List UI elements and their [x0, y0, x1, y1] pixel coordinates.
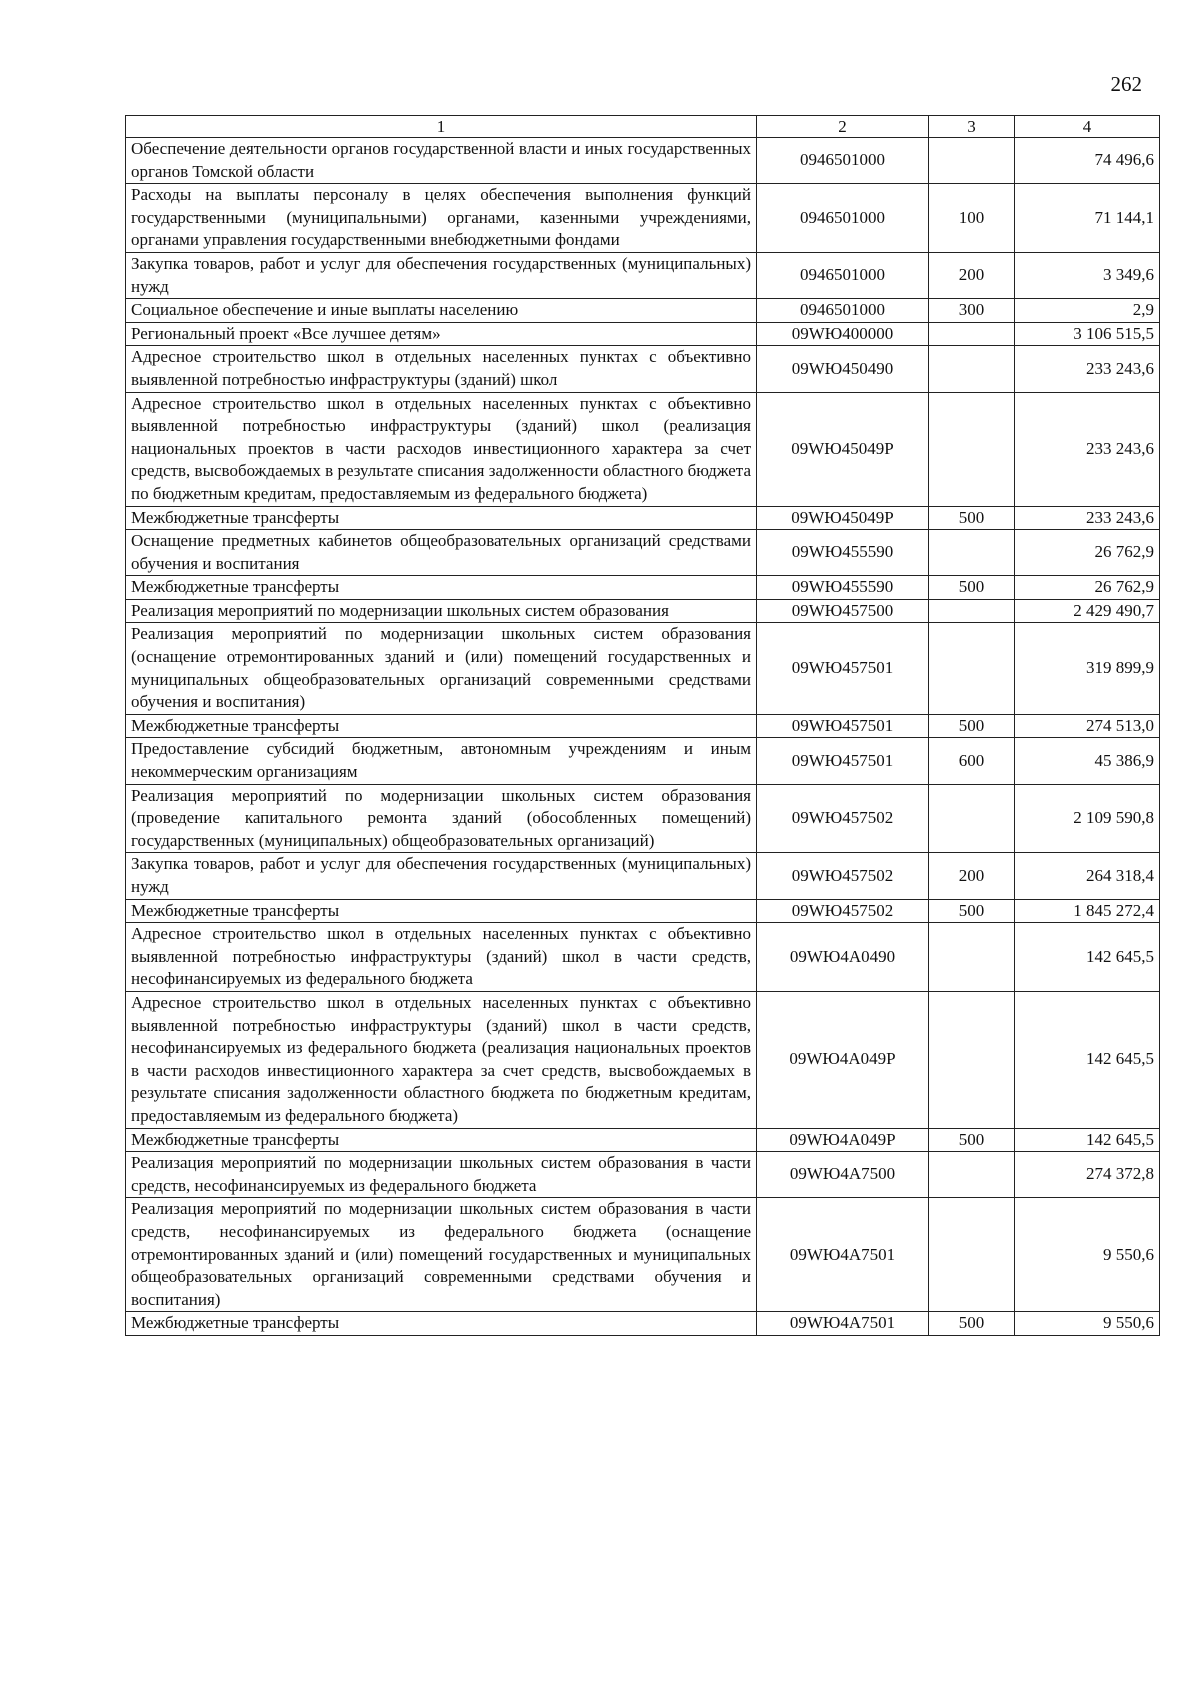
row-name-cell: Обеспечение деятельности органов государственной власти и иных государственных органов Томской области [126, 138, 757, 184]
row-name-cell: Реализация мероприятий по модернизации школьных систем образования [126, 599, 757, 623]
table-row [126, 1128, 1160, 1152]
table-row [126, 346, 1160, 392]
row-amount-cell: 26 762,9 [1015, 530, 1160, 576]
row-amount-cell: 142 645,5 [1015, 923, 1160, 992]
row-name-cell: Межбюджетные трансферты [126, 1128, 757, 1152]
row-expense-type-cell: 600 [929, 738, 1015, 784]
row-amount-cell: 2,9 [1015, 299, 1160, 323]
table-row [126, 1198, 1160, 1312]
row-code-cell: 09WЮ457502 [757, 899, 929, 923]
row-expense-type-cell: 300 [929, 299, 1015, 323]
row-name-cell: Расходы на выплаты персоналу в целях обеспечения выполнения функций государственными (муниципальными) органами, казенными учреждениями, органами управления государственными внебюджетными фондами [126, 184, 757, 253]
row-code-cell: 0946501000 [757, 138, 929, 184]
row-name-cell: Межбюджетные трансферты [126, 576, 757, 600]
row-expense-type-cell [929, 623, 1015, 714]
row-name-cell: Реализация мероприятий по модернизации школьных систем образования (оснащение отремонтированных зданий и (или) помещений государственных и муниципальных общеобразовательных организаций современными средствами обучения и воспитания) [126, 623, 757, 714]
column-header-amount: 4 [1015, 116, 1160, 138]
row-expense-type-cell: 500 [929, 899, 1015, 923]
row-name-cell: Адресное строительство школ в отдельных населенных пунктах с объективно выявленной потребностью инфраструктуры (зданий) школ [126, 346, 757, 392]
row-code-cell: 09WЮ4A7501 [757, 1198, 929, 1312]
row-amount-cell: 3 106 515,5 [1015, 322, 1160, 346]
row-name-cell: Предоставление субсидий бюджетным, автономным учреждениям и иным некоммерческим организациям [126, 738, 757, 784]
row-expense-type-cell: 500 [929, 714, 1015, 738]
column-header-expense-type: 3 [929, 116, 1015, 138]
row-amount-cell: 45 386,9 [1015, 738, 1160, 784]
row-name-cell: Межбюджетные трансферты [126, 899, 757, 923]
row-name-cell: Межбюджетные трансферты [126, 714, 757, 738]
row-amount-cell: 26 762,9 [1015, 576, 1160, 600]
row-expense-type-cell [929, 923, 1015, 992]
row-expense-type-cell [929, 1152, 1015, 1198]
table-row [126, 1152, 1160, 1198]
row-name-cell: Закупка товаров, работ и услуг для обеспечения государственных (муниципальных) нужд [126, 853, 757, 899]
row-code-cell: 09WЮ45049P [757, 506, 929, 530]
row-expense-type-cell [929, 322, 1015, 346]
row-expense-type-cell: 100 [929, 184, 1015, 253]
table-row [126, 853, 1160, 899]
row-amount-cell: 264 318,4 [1015, 853, 1160, 899]
row-amount-cell: 319 899,9 [1015, 623, 1160, 714]
row-name-cell: Закупка товаров, работ и услуг для обеспечения государственных (муниципальных) нужд [126, 252, 757, 298]
row-amount-cell: 9 550,6 [1015, 1198, 1160, 1312]
row-name-cell: Адресное строительство школ в отдельных населенных пунктах с объективно выявленной потребностью инфраструктуры (зданий) школ в части средств, несофинансируемых из федерального бюджета (реализация национальных проектов в части расходов инвестиционного характера за счет средств, высвобождаемых в результате списания задолженности областного бюджета по бюджетным кредитам, предоставляемым из федерального бюджета) [126, 991, 757, 1128]
row-code-cell: 09WЮ4A7501 [757, 1312, 929, 1336]
row-code-cell: 09WЮ450490 [757, 346, 929, 392]
table-row [126, 991, 1160, 1128]
table-row [126, 530, 1160, 576]
row-expense-type-cell: 200 [929, 252, 1015, 298]
table-row [126, 738, 1160, 784]
row-amount-cell: 3 349,6 [1015, 252, 1160, 298]
row-name-cell: Региональный проект «Все лучшее детям» [126, 322, 757, 346]
table-row [126, 322, 1160, 346]
column-header-name: 1 [126, 116, 757, 138]
row-expense-type-cell [929, 991, 1015, 1128]
row-amount-cell: 74 496,6 [1015, 138, 1160, 184]
row-amount-cell: 274 372,8 [1015, 1152, 1160, 1198]
row-name-cell: Реализация мероприятий по модернизации школьных систем образования (проведение капитального ремонта зданий (обособленных помещений) государственных (муниципальных) общеобразовательных организаций) [126, 784, 757, 853]
row-code-cell: 09WЮ457502 [757, 853, 929, 899]
row-expense-type-cell [929, 138, 1015, 184]
row-expense-type-cell [929, 530, 1015, 576]
row-name-cell: Оснащение предметных кабинетов общеобразовательных организаций средствами обучения и воспитания [126, 530, 757, 576]
row-expense-type-cell [929, 784, 1015, 853]
table-row [126, 623, 1160, 714]
row-amount-cell: 233 243,6 [1015, 346, 1160, 392]
row-amount-cell: 142 645,5 [1015, 1128, 1160, 1152]
row-code-cell: 09WЮ4A7500 [757, 1152, 929, 1198]
row-code-cell: 09WЮ457501 [757, 623, 929, 714]
row-expense-type-cell [929, 346, 1015, 392]
row-amount-cell: 233 243,6 [1015, 392, 1160, 506]
row-expense-type-cell: 500 [929, 576, 1015, 600]
row-code-cell: 09WЮ4A0490 [757, 923, 929, 992]
row-expense-type-cell [929, 392, 1015, 506]
row-expense-type-cell [929, 1198, 1015, 1312]
table-row [126, 506, 1160, 530]
table-row [126, 252, 1160, 298]
header-row [126, 116, 1160, 138]
row-code-cell: 0946501000 [757, 184, 929, 253]
table-row [126, 576, 1160, 600]
table-row [126, 923, 1160, 992]
budget-table [125, 115, 1160, 1336]
row-code-cell: 09WЮ457500 [757, 599, 929, 623]
row-amount-cell: 142 645,5 [1015, 991, 1160, 1128]
row-amount-cell: 2 109 590,8 [1015, 784, 1160, 853]
row-expense-type-cell: 500 [929, 1312, 1015, 1336]
row-code-cell: 09WЮ457501 [757, 714, 929, 738]
row-name-cell: Реализация мероприятий по модернизации школьных систем образования в части средств, несофинансируемых из федерального бюджета (оснащение отремонтированных зданий и (или) помещений государственных и муниципальных общеобразовательных организаций современными средствами обучения и воспитания) [126, 1198, 757, 1312]
row-name-cell: Межбюджетные трансферты [126, 506, 757, 530]
table-row [126, 1312, 1160, 1336]
row-code-cell: 0946501000 [757, 299, 929, 323]
row-expense-type-cell: 200 [929, 853, 1015, 899]
row-code-cell: 09WЮ4A049P [757, 991, 929, 1128]
row-code-cell: 09WЮ457501 [757, 738, 929, 784]
row-code-cell: 0946501000 [757, 252, 929, 298]
row-name-cell: Социальное обеспечение и иные выплаты населению [126, 299, 757, 323]
table-row [126, 899, 1160, 923]
table-row [126, 392, 1160, 506]
row-expense-type-cell: 500 [929, 506, 1015, 530]
row-code-cell: 09WЮ455590 [757, 576, 929, 600]
row-code-cell: 09WЮ45049P [757, 392, 929, 506]
row-name-cell: Межбюджетные трансферты [126, 1312, 757, 1336]
column-header-code: 2 [757, 116, 929, 138]
row-amount-cell: 274 513,0 [1015, 714, 1160, 738]
row-amount-cell: 2 429 490,7 [1015, 599, 1160, 623]
row-code-cell: 09WЮ4A049P [757, 1128, 929, 1152]
row-amount-cell: 71 144,1 [1015, 184, 1160, 253]
table-row [126, 714, 1160, 738]
row-expense-type-cell: 500 [929, 1128, 1015, 1152]
table-row [126, 599, 1160, 623]
row-name-cell: Адресное строительство школ в отдельных населенных пунктах с объективно выявленной потребностью инфраструктуры (зданий) школ (реализация национальных проектов в части расходов инвестиционного характера за счет средств, высвобождаемых в результате списания задолженности областного бюджета по бюджетным кредитам, предоставляемым из федерального бюджета) [126, 392, 757, 506]
row-code-cell: 09WЮ400000 [757, 322, 929, 346]
row-name-cell: Реализация мероприятий по модернизации школьных систем образования в части средств, несофинансируемых из федерального бюджета [126, 1152, 757, 1198]
table-row [126, 299, 1160, 323]
page-number: 262 [1110, 72, 1142, 96]
table-row [126, 784, 1160, 853]
row-code-cell: 09WЮ455590 [757, 530, 929, 576]
row-amount-cell: 9 550,6 [1015, 1312, 1160, 1336]
table-row [126, 138, 1160, 184]
row-amount-cell: 1 845 272,4 [1015, 899, 1160, 923]
row-code-cell: 09WЮ457502 [757, 784, 929, 853]
row-name-cell: Адресное строительство школ в отдельных населенных пунктах с объективно выявленной потребностью инфраструктуры (зданий) школ в части средств, несофинансируемых из федерального бюджета [126, 923, 757, 992]
row-amount-cell: 233 243,6 [1015, 506, 1160, 530]
row-expense-type-cell [929, 599, 1015, 623]
table-row [126, 184, 1160, 253]
